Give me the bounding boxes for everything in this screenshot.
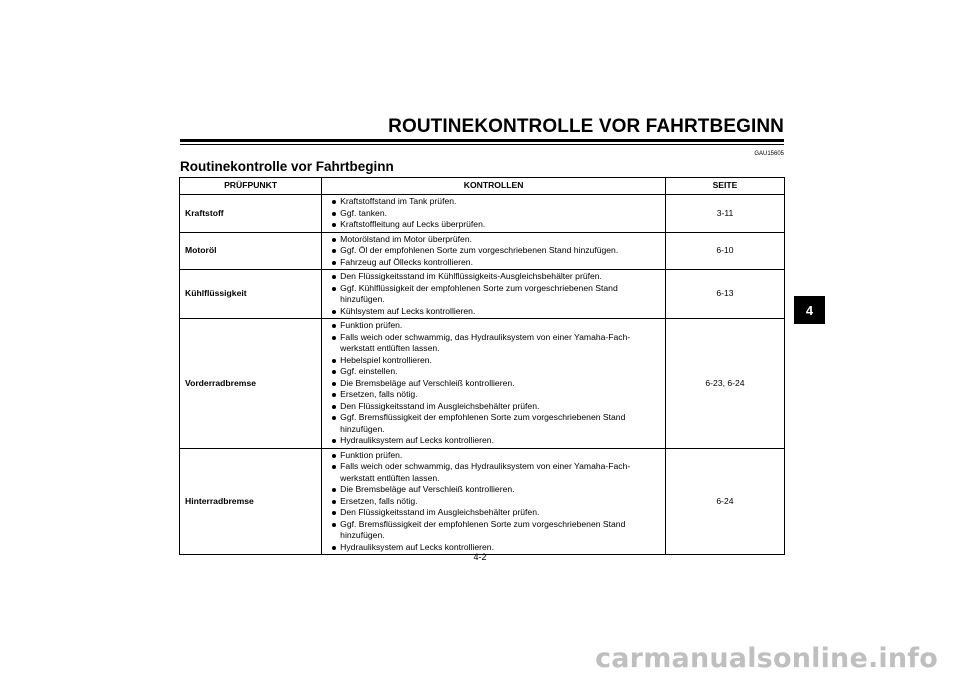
page-reference: 6-10 [666, 232, 785, 270]
check-list-cell [322, 195, 666, 233]
table-row [180, 195, 785, 233]
chapter-tab [794, 296, 825, 324]
column-header-item: PRÜFPUNKT [180, 178, 322, 195]
check-item: Ggf. Bremsflüssigkeit der empfohlenen Sorte zum vorgeschriebenen Stand hinzufügen. [331, 519, 661, 542]
item-name: Kühlflüssigkeit [180, 270, 322, 319]
page-reference: 3-11 [666, 195, 785, 233]
check-list-cell [322, 232, 666, 270]
check-list [331, 271, 661, 317]
check-list-cell [322, 319, 666, 449]
check-item: Ggf. Bremsflüssigkeit der empfohlenen Sorte zum vorgeschriebenen Stand hinzufügen. [331, 412, 661, 435]
document-code: GAU15605 [754, 151, 784, 157]
table-row [180, 270, 785, 319]
check-item: Ggf. Öl der empfohlenen Sorte zum vorgeschriebenen Stand hinzufügen. [331, 245, 661, 257]
check-item: Ggf. tanken. [331, 208, 661, 220]
check-item: Den Flüssigkeitsstand im Ausgleichsbehälter prüfen. [331, 401, 661, 413]
check-item: Ggf. einstellen. [331, 366, 661, 378]
table-row [180, 448, 785, 555]
check-item: Hydrauliksystem auf Lecks kontrollieren. [331, 542, 661, 554]
column-header-checks: KONTROLLEN [322, 178, 666, 195]
table-row [180, 319, 785, 449]
page-reference: 6-24 [666, 448, 785, 555]
check-item: Ersetzen, falls nötig. [331, 496, 661, 508]
check-item: Funktion prüfen. [331, 450, 661, 462]
check-item: Falls weich oder schwammig, das Hydrauliksystem von einer Yamaha-Fach-werkstatt entlüften lassen. [331, 332, 661, 355]
header-rule-thick [180, 139, 784, 142]
check-item: Kühlsystem auf Lecks kontrollieren. [331, 306, 661, 318]
check-item: Funktion prüfen. [331, 320, 661, 332]
chapter-tab-number: 4 [805, 302, 814, 318]
column-header-page: SEITE [666, 178, 785, 195]
page-reference: 6-23, 6-24 [666, 319, 785, 449]
table-header-row [180, 178, 785, 195]
check-list [331, 234, 661, 269]
check-item: Fahrzeug auf Öllecks kontrollieren. [331, 257, 661, 269]
section-title: Routinekontrolle vor Fahrtbeginn [180, 159, 394, 174]
check-item: Ersetzen, falls nötig. [331, 389, 661, 401]
page-reference: 6-13 [666, 270, 785, 319]
check-item: Die Bremsbeläge auf Verschleiß kontrollieren. [331, 378, 661, 390]
header-rule-thin [180, 144, 784, 145]
inspection-table [179, 177, 785, 555]
check-item: Motorölstand im Motor überprüfen. [331, 234, 661, 246]
table-row [180, 232, 785, 270]
check-list [331, 450, 661, 554]
item-name: Motoröl [180, 232, 322, 270]
watermark: carmanualsonline.info [595, 643, 938, 674]
check-item: Die Bremsbeläge auf Verschleiß kontrollieren. [331, 484, 661, 496]
item-name: Kraftstoff [180, 195, 322, 233]
check-item: Den Flüssigkeitsstand im Ausgleichsbehälter prüfen. [331, 507, 661, 519]
check-list-cell [322, 270, 666, 319]
check-item: Den Flüssigkeitsstand im Kühlflüssigkeits-Ausgleichsbehälter prüfen. [331, 271, 661, 283]
check-item: Kraftstoffleitung auf Lecks überprüfen. [331, 219, 661, 231]
check-item: Kraftstoffstand im Tank prüfen. [331, 196, 661, 208]
check-list [331, 320, 661, 447]
page-number: 4-2 [473, 552, 487, 562]
check-item: Ggf. Kühlflüssigkeit der empfohlenen Sorte zum vorgeschriebenen Stand hinzufügen. [331, 283, 661, 306]
item-name: Hinterradbremse [180, 448, 322, 555]
check-item: Falls weich oder schwammig, das Hydrauliksystem von einer Yamaha-Fach-werkstatt entlüften lassen. [331, 461, 661, 484]
check-item: Hydrauliksystem auf Lecks kontrollieren. [331, 435, 661, 447]
item-name: Vorderradbremse [180, 319, 322, 449]
check-list [331, 196, 661, 231]
check-item: Hebelspiel kontrollieren. [331, 355, 661, 367]
page-header-title: ROUTINEKONTROLLE VOR FAHRTBEGINN [388, 116, 784, 137]
check-list-cell [322, 448, 666, 555]
